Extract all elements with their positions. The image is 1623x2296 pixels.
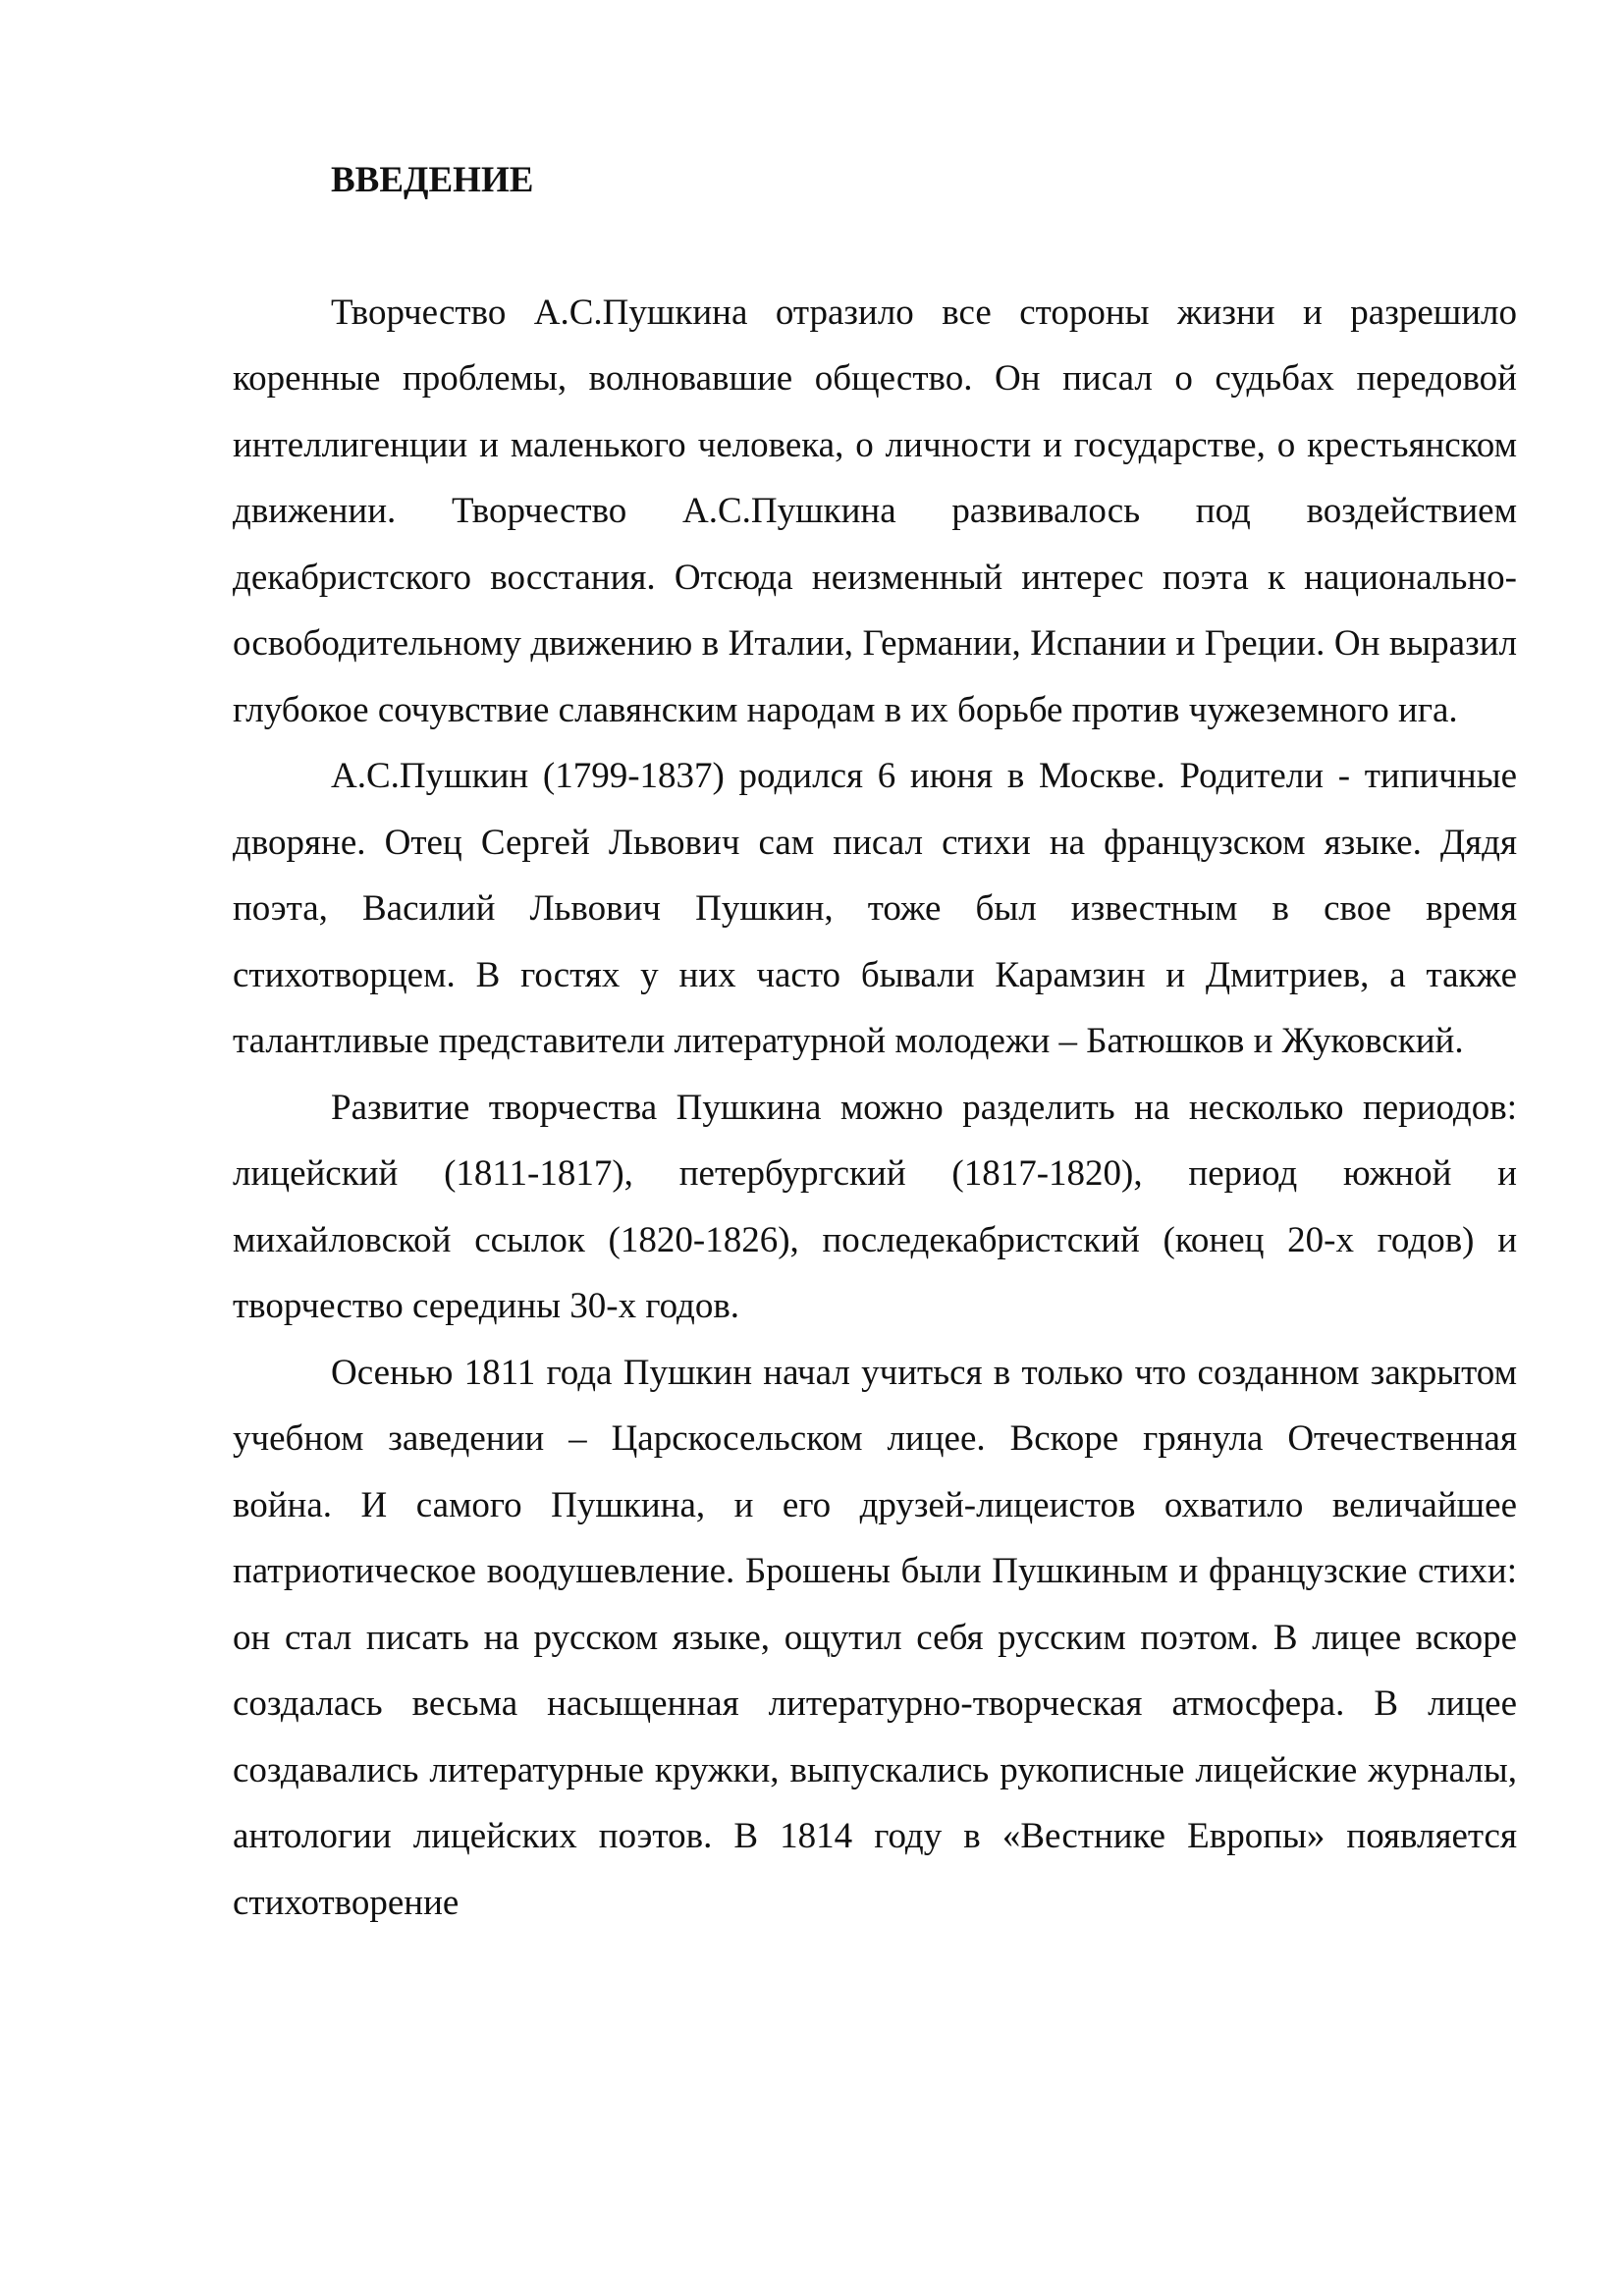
page-title: ВВЕДЕНИЕ: [331, 160, 534, 200]
paragraph-intro: Творчество А.С.Пушкина отразило все стороны жизни и разрешило коренные проблемы, волновавшие общество. Он писал о судьбах передовой интеллигенции и маленького человека, о личности и государстве, о крестьянском движении. Творчество А.С.Пушкина развивалось под воздействием декабристского восстания. Отсюда неизменный интерес поэта к национально-освободительному движению в Италии, Германии, Испании и Греции. Он выразил глубокое сочувствие славянским народам в их борьбе против чужеземного ига.: [233, 292, 1517, 730]
paragraph-periods: Развитие творчества Пушкина можно разделить на несколько периодов: лицейский (1811-1817), петербургский (1817-1820), период южной и михайловской ссылок (1820-1826), последекабристский (конец 20-х годов) и творчество середины 30-х годов.: [233, 1087, 1517, 1326]
paragraph-biography: А.С.Пушкин (1799-1837) родился 6 июня в Москве. Родители - типичные дворяне. Отец Сергей Львович сам писал стихи на французском языке. Дядя поэта, Василий Львович Пушкин, тоже был известным в свое время стихотворцем. В гостях у них часто бывали Карамзин и Дмитриев, а также талантливые представители литературной молодежи – Батюшков и Жуковский.: [233, 756, 1517, 1061]
document-body: [233, 147, 1517, 1936]
paragraph-lyceum: Осенью 1811 года Пушкин начал учиться в только что созданном закрытом учебном заведении – Царскосельском лицее. Вскоре грянула Отечественная война. И самого Пушкина, и его друзей-лицеистов охватило величайшее патриотическое воодушевление. Брошены были Пушкиным и французские стихи: он стал писать на русском языке, ощутил себя русским поэтом. В лицее вскоре создалась весьма насыщенная литературно-творческая атмосфера. В лицее создавались литературные кружки, выпускались рукописные лицейские журналы, антологии лицейских поэтов. В 1814 году в «Вестнике Европы» появляется стихотворение: [233, 1352, 1517, 1923]
